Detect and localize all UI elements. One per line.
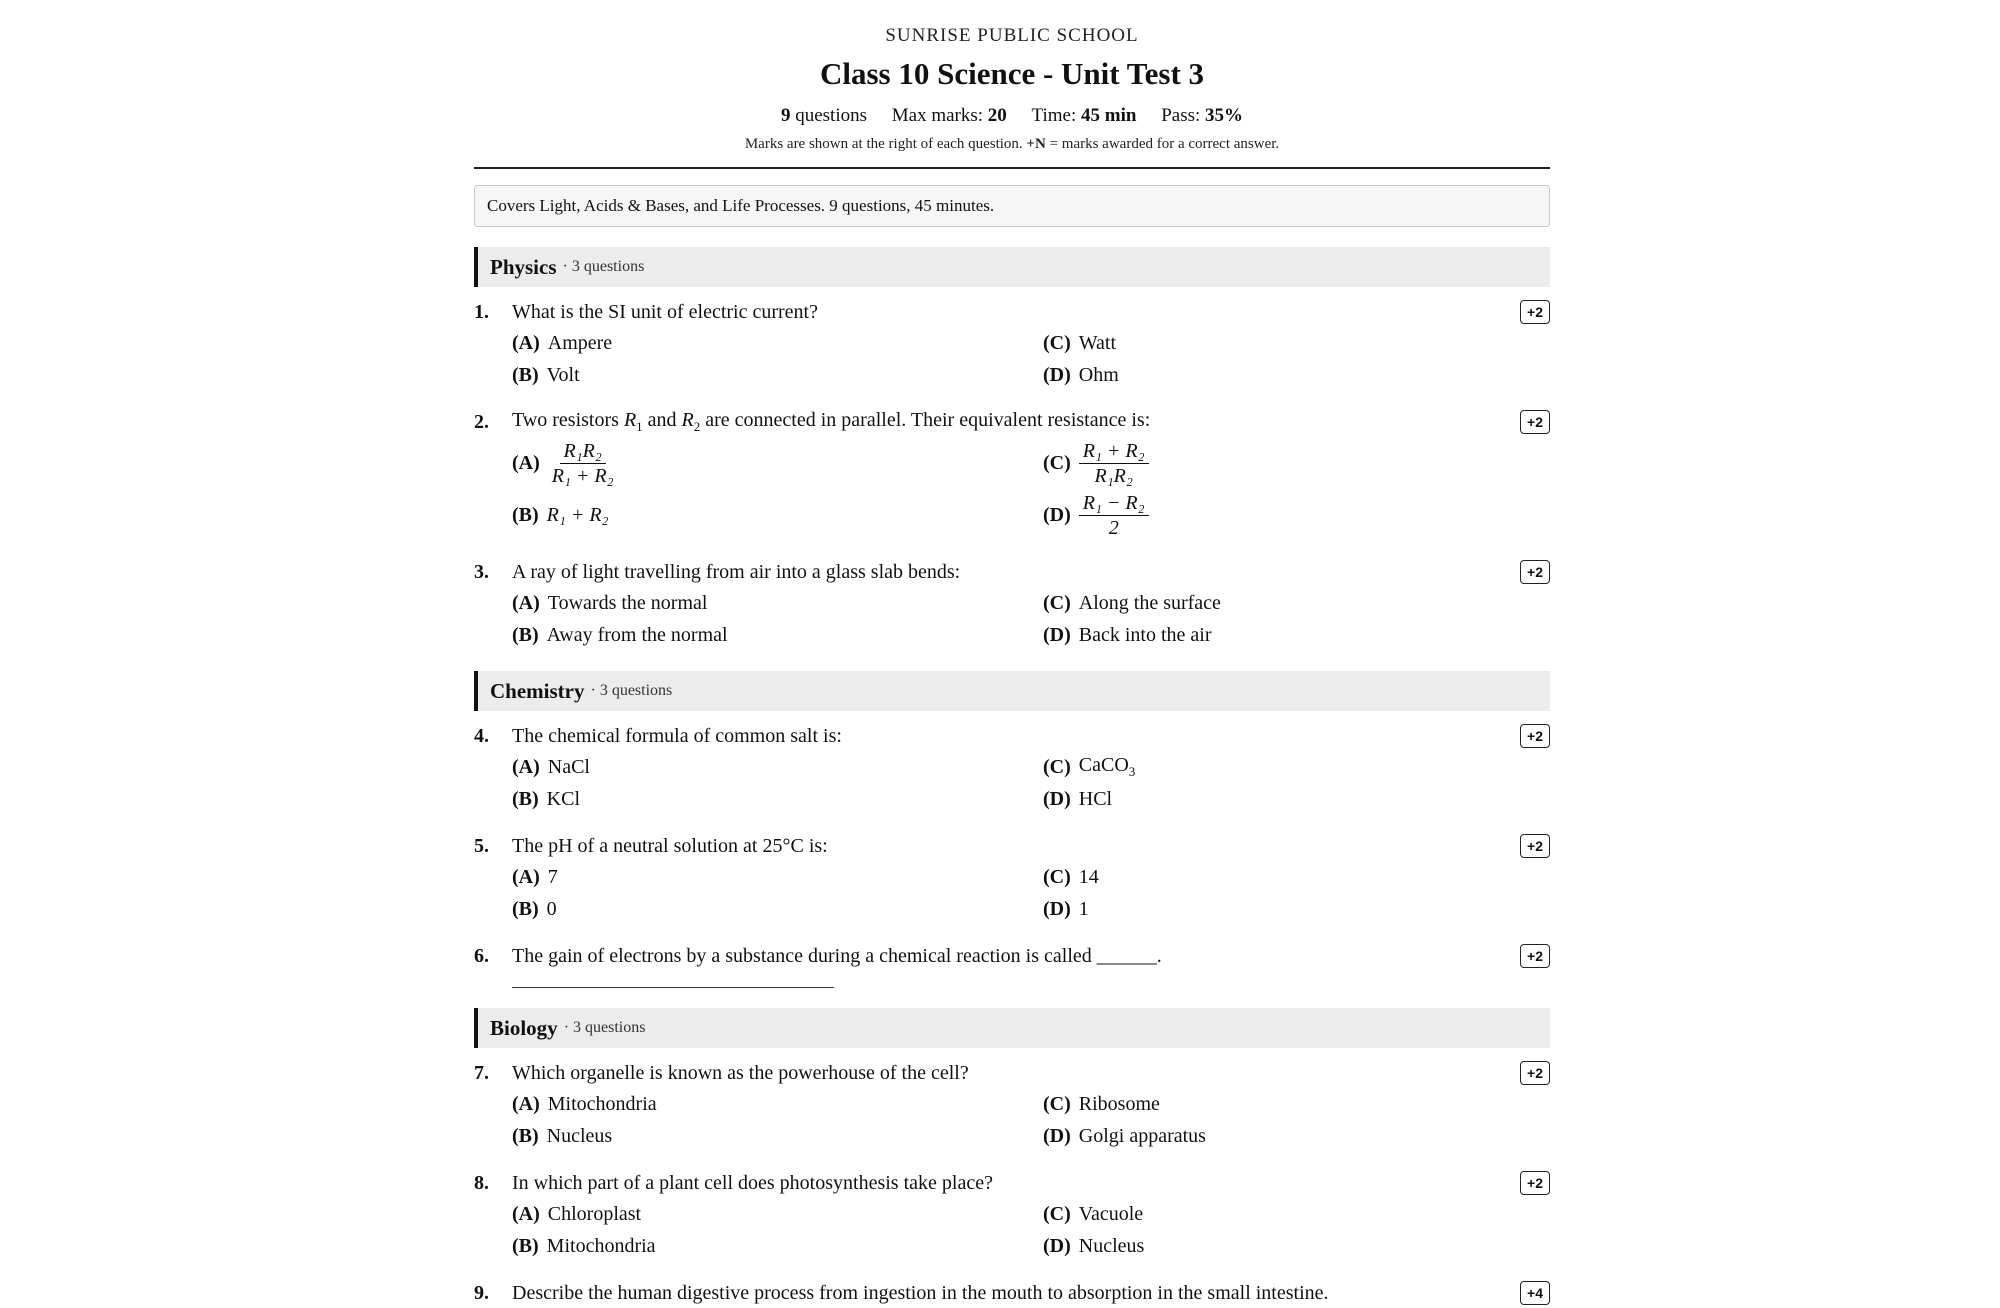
option-letter: (B) (512, 1234, 539, 1257)
option-letter: (C) (1043, 865, 1071, 888)
marks-note-text-end: = marks awarded for a correct answer. (1045, 136, 1280, 152)
resistor-subscript: 2 (693, 419, 701, 434)
marks-badge: +4 (1520, 1281, 1550, 1305)
question-number: 5. (474, 834, 489, 857)
option-text: Mitochondria (546, 1234, 656, 1257)
question-text-part: are connected in parallel. Their equivalent resistance is: (700, 409, 1151, 431)
question-4 (474, 721, 1550, 815)
section-name: Physics (490, 254, 557, 279)
option-letter: (A) (512, 591, 540, 614)
option-letter: (D) (1043, 623, 1071, 646)
option-letter: (D) (1043, 503, 1071, 526)
option-d[interactable] (1043, 489, 1550, 541)
option-a[interactable] (512, 587, 1043, 619)
question-text: A ray of light travelling from air into a glass slab bends: (512, 560, 961, 583)
option-d[interactable] (1043, 783, 1550, 815)
option-letter: (B) (512, 503, 539, 526)
resistor-symbol: R (681, 409, 694, 431)
formula-subscript: 3 (1128, 764, 1136, 779)
option-letter: (C) (1043, 1092, 1071, 1115)
option-c[interactable] (1043, 751, 1550, 783)
option-letter: (A) (512, 755, 540, 778)
option-letter: (A) (512, 1202, 540, 1225)
question-9 (474, 1278, 1550, 1308)
question-text: Which organelle is known as the powerhouse of the cell? (512, 1061, 969, 1084)
question-6 (474, 941, 1550, 988)
option-text: Along the surface (1078, 591, 1221, 614)
option-letter: (D) (1043, 1234, 1071, 1257)
option-a[interactable] (512, 437, 1043, 489)
question-5 (474, 831, 1550, 925)
section-name: Chemistry (490, 678, 585, 703)
option-c[interactable] (1043, 327, 1550, 359)
question-8 (474, 1168, 1550, 1262)
option-d[interactable] (1043, 619, 1550, 651)
option-letter: (C) (1043, 591, 1071, 614)
option-text: Ribosome (1078, 1092, 1160, 1115)
section-biology (474, 1008, 1550, 1048)
option-letter: (A) (512, 1092, 540, 1115)
option-text: Volt (546, 363, 580, 386)
option-letter: (C) (1043, 755, 1071, 778)
question-number: 2. (474, 410, 489, 433)
option-a[interactable] (512, 327, 1043, 359)
test-description: Covers Light, Acids & Bases, and Life Processes. 9 questions, 45 minutes. (474, 185, 1550, 227)
option-text: Back into the air (1078, 623, 1212, 646)
option-text: Nucleus (546, 1124, 613, 1147)
section-chemistry (474, 671, 1550, 711)
question-number: 1. (474, 300, 489, 323)
test-paper (474, 0, 1550, 1308)
option-text: R₁ + R₂ (546, 503, 609, 526)
marks-badge: +2 (1520, 1171, 1550, 1195)
option-d[interactable] (1043, 1120, 1550, 1152)
option-d[interactable] (1043, 359, 1550, 391)
meta-questions (781, 105, 867, 126)
option-c[interactable] (1043, 587, 1550, 619)
option-letter: (C) (1043, 331, 1071, 354)
option-text: Golgi apparatus (1078, 1124, 1206, 1147)
option-text: Mitochondria (547, 1092, 657, 1115)
question-3 (474, 557, 1550, 651)
option-b[interactable] (512, 783, 1043, 815)
question-text-part: and (642, 409, 682, 431)
option-text: Chloroplast (547, 1202, 642, 1225)
answer-blank-line[interactable] (512, 975, 834, 988)
pass-value: 35% (1205, 105, 1244, 126)
resistor-subscript: 1 (636, 419, 643, 434)
fraction (1079, 491, 1149, 540)
option-text: 7 (547, 865, 558, 888)
option-text: 0 (546, 897, 557, 920)
paper-header (474, 0, 1550, 154)
option-letter: (D) (1043, 897, 1071, 920)
option-d[interactable] (1043, 893, 1550, 925)
option-c[interactable] (1043, 1088, 1550, 1120)
option-letter: (D) (1043, 1124, 1071, 1147)
question-number: 7. (474, 1061, 489, 1084)
fraction-numerator: R₁R₂ (560, 439, 606, 464)
section-count: · 3 questions (563, 1019, 646, 1036)
question-number: 8. (474, 1171, 489, 1194)
option-text: Ohm (1078, 363, 1119, 386)
section-count: · 3 questions (590, 682, 673, 699)
fraction-numerator: R₁ + R₂ (1079, 439, 1149, 464)
option-letter: (B) (512, 787, 539, 810)
meta-pass (1161, 105, 1243, 126)
option-letter: (B) (512, 363, 539, 386)
time-value: 45 min (1081, 105, 1137, 126)
option-letter: (C) (1043, 451, 1071, 474)
option-text: NaCl (547, 755, 590, 778)
option-d[interactable] (1043, 1230, 1550, 1262)
option-text: 14 (1078, 865, 1099, 888)
question-2 (474, 407, 1550, 541)
question-text: Describe the human digestive process from ingestion in the mouth to absorption in the small intestine. (512, 1281, 1329, 1304)
marks-badge: +2 (1520, 944, 1550, 968)
option-b[interactable] (512, 489, 1043, 541)
section-name: Biology (490, 1015, 558, 1040)
question-text: What is the SI unit of electric current? (512, 300, 818, 323)
option-b[interactable] (512, 359, 1043, 391)
page-title: Class 10 Science - Unit Test 3 (819, 56, 1205, 91)
question-number: 9. (474, 1281, 489, 1304)
question-text: The gain of electrons by a substance during a chemical reaction is called ______. (512, 944, 1162, 967)
fraction (1079, 439, 1149, 488)
option-a[interactable] (512, 861, 1043, 893)
time-label: Time: (1031, 105, 1077, 126)
option-text: KCl (546, 787, 581, 810)
option-text (1079, 754, 1136, 780)
question-7 (474, 1058, 1550, 1152)
questions-count: 9 (780, 105, 791, 126)
option-letter: (B) (512, 623, 539, 646)
questions-label: questions (795, 105, 867, 126)
section-count: · 3 questions (562, 258, 645, 275)
option-b[interactable] (512, 1120, 1043, 1152)
fraction-numerator: R₁ − R₂ (1079, 491, 1149, 516)
pass-label: Pass: (1161, 105, 1201, 126)
question-text: The chemical formula of common salt is: (512, 724, 842, 747)
option-b[interactable] (512, 619, 1043, 651)
marks-badge: +2 (1520, 560, 1550, 584)
marks-badge: +2 (1520, 724, 1550, 748)
max-marks-label: Max marks: (891, 105, 984, 126)
option-text: Nucleus (1078, 1234, 1145, 1257)
question-number: 4. (474, 724, 489, 747)
option-c[interactable] (1043, 437, 1550, 489)
section-physics (474, 247, 1550, 287)
question-text: The pH of a neutral solution at 25°C is: (512, 834, 828, 857)
option-letter: (C) (1043, 1202, 1071, 1225)
marks-note (474, 134, 1550, 154)
option-b[interactable] (512, 893, 1043, 925)
option-c[interactable] (1043, 861, 1550, 893)
option-text: 1 (1078, 897, 1089, 920)
max-marks-value: 20 (987, 105, 1007, 126)
marks-badge: +2 (1520, 834, 1550, 858)
option-a[interactable] (512, 751, 1043, 783)
option-text: Away from the normal (546, 623, 728, 646)
fraction-denominator: R₁R₂ (1094, 464, 1133, 487)
fraction-denominator: 2 (1108, 516, 1119, 539)
option-text: Watt (1078, 331, 1117, 354)
option-letter: (B) (512, 1124, 539, 1147)
question-text (512, 409, 1550, 435)
meta-time (1032, 105, 1137, 126)
option-b[interactable] (512, 1230, 1043, 1262)
marks-badge: +2 (1520, 300, 1550, 324)
marks-note-symbol: +N (1026, 136, 1046, 152)
question-1 (474, 297, 1550, 391)
school-name: SUNRISE PUBLIC SCHOOL (885, 25, 1139, 46)
option-letter: (A) (512, 865, 540, 888)
header-divider (474, 167, 1550, 169)
question-text: In which part of a plant cell does photosynthesis take place? (512, 1171, 993, 1194)
option-text: Towards the normal (547, 591, 708, 614)
option-text: Ampere (547, 331, 613, 354)
resistor-symbol: R (623, 409, 637, 431)
marks-badge: +2 (1520, 410, 1550, 434)
option-a[interactable] (512, 1198, 1043, 1230)
marks-note-text: Marks are shown at the right of each question. (744, 136, 1027, 152)
option-letter: (B) (512, 897, 539, 920)
option-letter: (A) (512, 331, 540, 354)
question-number: 3. (474, 560, 489, 583)
question-number: 6. (474, 944, 489, 967)
option-a[interactable] (512, 1088, 1043, 1120)
option-letter: (D) (1043, 363, 1071, 386)
fraction-denominator: R₁ + R₂ (551, 464, 614, 487)
test-meta (474, 104, 1550, 128)
option-letter: (A) (512, 451, 540, 474)
meta-max-marks (892, 105, 1007, 126)
option-c[interactable] (1043, 1198, 1550, 1230)
option-text: HCl (1078, 787, 1113, 810)
fraction (548, 439, 618, 488)
formula-text: CaCO (1078, 754, 1129, 776)
marks-badge: +2 (1520, 1061, 1550, 1085)
question-text-part: Two resistors (512, 409, 624, 431)
option-letter: (D) (1043, 787, 1071, 810)
option-text: Vacuole (1078, 1202, 1144, 1225)
